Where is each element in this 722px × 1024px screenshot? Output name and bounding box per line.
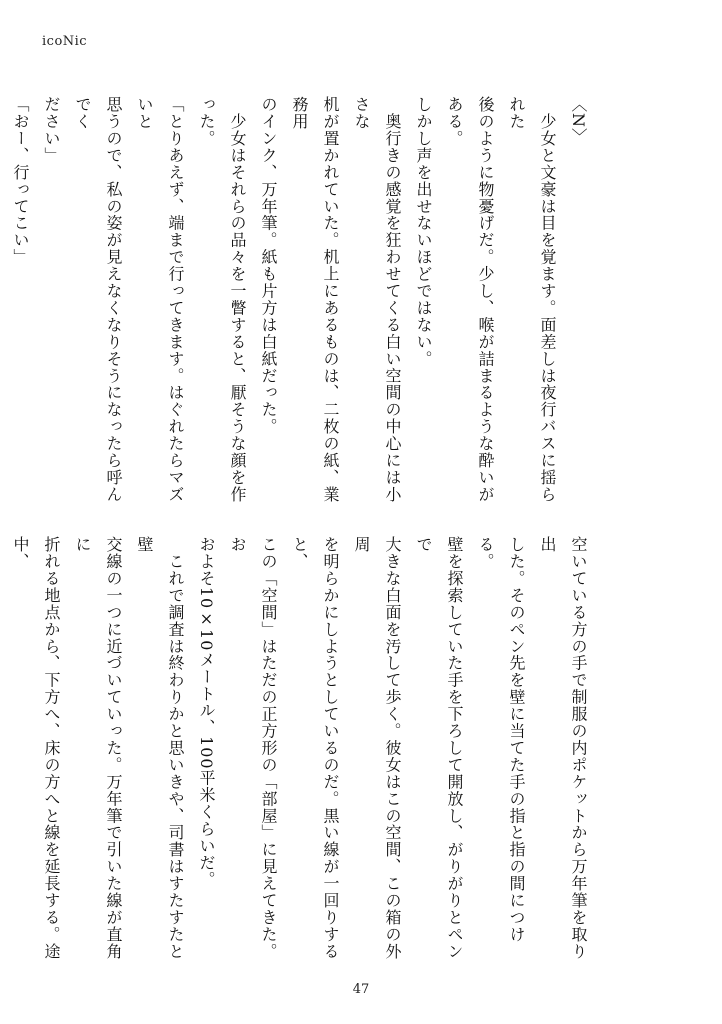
upper-text-line: 奥行きの感覚を狂わせてくる白い空間の中心には小さな xyxy=(352,96,402,503)
upper-text-line: 少女はそれらの品々を一瞥すると、厭そうな顔を作った。 xyxy=(197,96,247,503)
running-header: icoNic xyxy=(42,34,88,49)
upper-text-line: のインク、万年筆。紙も片方は白紙だった。 xyxy=(259,96,278,435)
upper-text-line: 「おー、行ってこい」 xyxy=(11,96,30,266)
upper-text-line: 〈N〉 xyxy=(569,96,588,145)
upper-text-line xyxy=(0,96,5,516)
lower-text-line xyxy=(0,536,5,961)
upper-text-line: 思うので、私の姿が見えなくなりそうになったら呼んでく xyxy=(73,96,123,503)
page-number: 47 xyxy=(352,982,370,997)
lower-text-line: を明らかにしようとしているのだ。黒い線が一回りすると、 xyxy=(290,536,340,960)
text-block-upper xyxy=(11,96,594,516)
lower-text-line: 交線の一つに近づいていった。万年筆で引いた線が直角に xyxy=(73,536,123,960)
lower-text-line: およそ10×10メートル、100平米くらいだ。 xyxy=(197,536,216,889)
upper-text-line: しかし声を出せないほどではない。 xyxy=(414,96,433,368)
upper-text-line: ださい」 xyxy=(42,96,61,164)
lower-text-line: した。そのペン先を壁に当てた手の指と指の間につける。 xyxy=(476,536,526,943)
upper-text-line: 少女と文豪は目を覚ます。面差しは夜行バスに揺られた xyxy=(507,96,557,503)
lower-text-line: 折れる地点から、下方へ、床の方へと線を延長する。途中、 xyxy=(11,536,61,960)
upper-text-line: 「とりあえず、端まで行ってきます。はぐれたらマズいと xyxy=(135,96,185,503)
lower-text-line: この「空間」はただの正方形の「部屋」に見えてきた。お xyxy=(228,536,278,960)
upper-text-line: 机が置かれていた。机上にあるものは、二枚の紙、業務用 xyxy=(290,96,340,503)
lower-text-line: これで調査は終わりかと思いきや、司書はすたすたと壁 xyxy=(135,536,185,960)
lower-text-line: 大きな白面を汚して歩く。彼女はこの空間、この箱の外周 xyxy=(352,536,402,960)
upper-text-line: 後のように物憂げだ。少し、喉が詰まるような酔いがある。 xyxy=(445,96,495,503)
lower-text-line: 空いている方の手で制服の内ポケットから万年筆を取り出 xyxy=(538,536,588,960)
text-block-lower xyxy=(11,536,594,961)
lower-text-line: 壁を探索していた手を下ろして開放し、がりがりとペンで xyxy=(414,536,464,960)
